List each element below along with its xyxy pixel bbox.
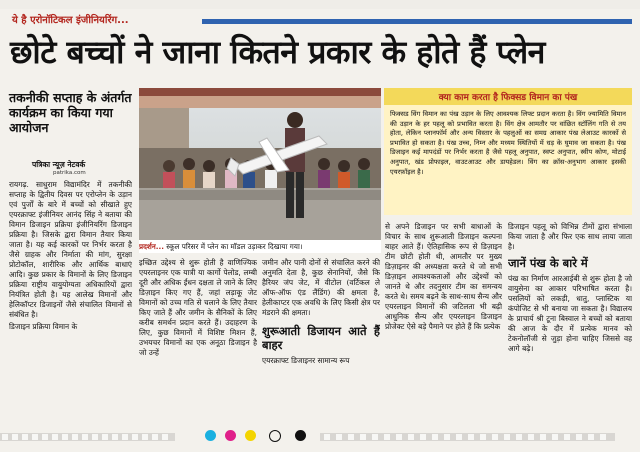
subheadline: तकनीकी सप्ताह के अंतर्गत कार्यक्रम का किया गया आयोजन xyxy=(9,90,132,135)
website: patrika.com xyxy=(53,170,86,176)
paragraph: रायगढ़. साधुराम विद्यामंदिर में तकनीकी सप्ताह के द्वितीय दिवस पर एरोप्लेन के उड़ान एवं पुर्जों के बारे में बच्चों को सीखाते हुए एयरक्राफ्ट इंजीनियर आनंद सिंह ने बताया की विमान डिजाइन प्रक्रिया इंजीनियरिंग डिजाइन प्रक्रिया है। जिसके द्वारा विमान तैयार किया जाता है। यह कई कारकों पर निर्भर करता है जैसे ग्राहक और निर्माता की मांग, सुरक्षा प्रोटोकॉल, शारीरिक और आर्थिक बाधाएं आदि। कुछ प्रकार के विमानों के लिए डिजाइन प्रक्रिया राष्ट्रीय वायुयोग्यता अधिकारियों द्वारा नियंत्रित होती है। यह आलेख विमानों और हेलिकॉप्टर डिजाइनों जैसे संचालित विमानों से संबंधित है। xyxy=(9,180,132,319)
caption-lead: प्रदर्शन... xyxy=(139,242,164,251)
paragraph: डिजाइन पहलू को विभिन्न टीमों द्वारा संभाला किया जाता है और फिर एक साथ लाया जाता है। xyxy=(508,222,632,251)
registration-dot-yellow xyxy=(245,430,256,441)
info-box-title: क्या काम करता है फिक्सड विमान का पंख xyxy=(438,93,578,103)
info-box xyxy=(384,88,632,215)
paragraph: एयरक्राफ्ट डिजाइनर सामान्य रूप xyxy=(262,356,350,365)
color-calibration-bar xyxy=(0,433,175,441)
column-5 xyxy=(508,222,632,425)
info-box-text: फिक्सड विंग विमान का पंख उड़ान के लिए आवश्यक लिफ्ट प्रदान करता है। विंग ज्यामिति विमान की उड़ान के हर पहलू को प्रभावित करता है। विंग क्षेत्र आमतौर पर वांछित स्टॉलिंग गति से तय होता, लेकिन प्लानफॉर्म और अन्य विस्तार के पहलुओं का समग्र आकार पंख लेआउट कारकों से प्रभावित हो सकता है। पंख उच्च, निम्न और मध्यम स्थितियों में धड़ के घुमाव जा सकता है। पंख डिजाइन कई मापदंडों पर निर्भर करता है जैसे पहलू अनुपात, स्वप्ट अनुपात, स्वीप कोण, मोटाई अनुपात, खंड प्रोफाइल, वाउटआउट और डायहेडल। विंग का क्रॉस-अनुभाग आकार इसकी एयरफ़ॉइल है। xyxy=(390,110,626,176)
paragraph: से अपने डिजाइन पर सभी बाधाओं के विचार के साथ शुरूआती डिजाइन कल्पना बाहर आते हैं। ऐतिहासिक रूप से डिज़ाइन टीम छोटी होती थी, आमतौर पर मुख्य डिज़ाइनर की अध्यक्षता करते थे जो सभी डिज़ाइन आवश्यकताओं और उद्देश्यों को जानते थे और तदनुसार टीम का समन्वय करते थे। समय बढ़ने के साथ-साथ सैन्य और एयरलाइन विमानों की जटिलता भी बढ़ी आधुनिक सैन्य और एयरलाइन डिजाइन प्रोजेक्ट ऐसे बड़े पैमाने पर होते हैं कि प्रत्येक xyxy=(385,222,502,331)
column-3 xyxy=(262,258,380,425)
byline: पत्रिका न्यूज़ नेटवर्क xyxy=(32,160,86,169)
registration-dot-black xyxy=(295,430,306,441)
previous-article-strip: ⠀ xyxy=(0,0,640,9)
article-kicker: ये है एरोनॉटिकल इंजीनियरिंग... xyxy=(12,15,129,26)
section-heading: जानें पंख के बारे में xyxy=(508,256,588,270)
paragraph: पंख का निर्माण आरआईबी से शुरू होता है जो वायुसेना का आकार परिभाषित करता है। पसलियों को लकड़ी, धातु, प्लास्टिक या कंपोजिट से भी बनाया जा सकता है। विद्यालय के प्राचार्य श्री टूना बिस्वाल ने बच्चों को बताया की आज के दौर में प्रत्येक मानव को टेकनोलॉजी से जुड़ा होना चाहिए जिससे वह आगे बढ़े। xyxy=(508,274,632,353)
article-photo xyxy=(139,88,381,241)
registration-dot-magenta xyxy=(225,430,236,441)
photo-caption xyxy=(139,240,381,253)
registration-dot-cyan xyxy=(205,430,216,441)
column-1 xyxy=(9,180,132,425)
column-4 xyxy=(385,222,502,425)
section-heading: शुरूआती डिजायन आते हैं बाहर xyxy=(262,324,380,352)
kicker-rule xyxy=(202,19,632,24)
color-calibration-bar-right xyxy=(320,433,615,441)
column-2 xyxy=(139,258,257,425)
caption-text: स्कूल परिसर में प्लेन का मॉडल उड़ाकर दिखाया गया। xyxy=(166,242,303,251)
registration-mark-icon xyxy=(269,430,281,442)
paragraph: जमीन और पानी दोनों से संचालित करने की अनुमति देता है, कुछ सेनानियों, जैसे कि हैरियर जंप जेट, में वीटोल (वर्टिकल ले ऑफ-ऑफ एंड लैंडिंग) की क्षमता है, हेलीकाप्टर एक अवधि के लिए किसी क्षेत्र पर मंडराने की क्षमता। xyxy=(262,258,380,317)
headline: छोटे बच्चों ने जाना कितने प्रकार के होते हैं प्लेन xyxy=(10,33,545,71)
paragraph: डिजाइन प्रक्रिया विमान के xyxy=(9,322,78,331)
paragraph: इच्छित उद्देश्य से शुरू होती है वाणिज्यिक एयरलाइनर एक यात्री या कार्गो पेलोड, लम्बी दूरी और अधिक ईंधन दक्षता ले जाने के लिए डिज़ाइन किए गए हैं, जहां लड़ाकू जेट विमानों को उच्च गति से चलाने के लिए तैयार किए जाते हैं और जमीन के सैनिकों के लिए करीब समर्थन प्रदान करते हैं। उदाहरण के लिए, कुछ विमानों में विशिष्ट मिशन हैं, उभयचर विमानों का एक अनूठा डिजाइन है जो उन्हें xyxy=(139,258,257,357)
